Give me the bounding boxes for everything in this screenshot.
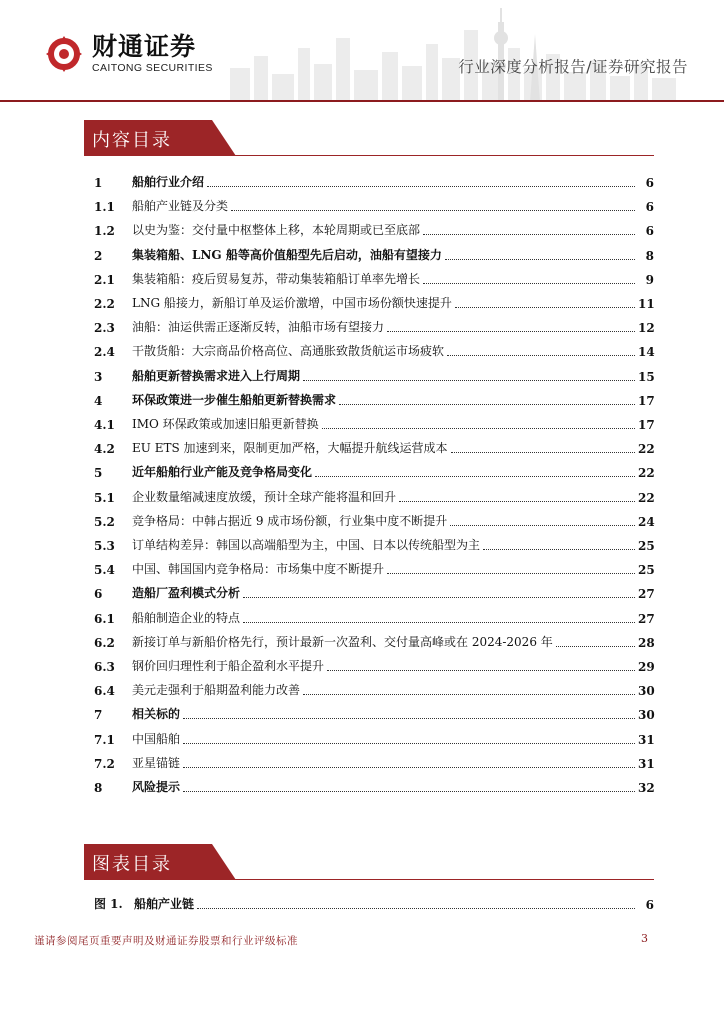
toc-entry-number: 2.3	[94, 321, 115, 336]
toc-entry[interactable]	[94, 581, 654, 601]
figure-list-heading-band	[84, 844, 654, 880]
page-number: 3	[641, 932, 648, 945]
toc-entry-leader-dots	[423, 233, 635, 235]
toc-entry-leader-dots	[243, 621, 635, 623]
toc-entry-number: 1.2	[94, 224, 115, 239]
toc-entry-leader-dots	[445, 258, 635, 260]
toc-entry-page: 11	[638, 297, 655, 311]
toc-entry-number: 1	[94, 176, 103, 190]
figure-entry-page: 6	[645, 898, 654, 912]
toc-entry-title: 集装箱船、LNG 船等高价值船型先后启动，油船有望接力	[132, 247, 442, 262]
footer-disclaimer: 谨请参阅尾页重要声明及财通证券股票和行业评级标准	[34, 935, 298, 947]
toc-entry-title: 船舶制造企业的特点	[132, 610, 241, 625]
toc-entry-leader-dots	[556, 645, 635, 647]
toc-entry-number: 6	[94, 587, 103, 602]
toc-entry-title: IMO 环保政策或加速旧船更新替换	[132, 417, 319, 431]
toc-entry-leader-dots	[455, 306, 635, 308]
toc-entry-title: 新接订单与新船价格先行，预计最新一次盈利、交付量高峰或在 2024-2026 年	[132, 634, 553, 649]
toc-entry-number: 2.1	[94, 272, 115, 287]
logo-chinese-name: 财通证券	[92, 32, 197, 61]
toc-entry-title: 中国船舶	[132, 731, 181, 746]
toc-entry-title: 船舶行业介绍	[132, 175, 205, 189]
figure-list-heading: 图表目录	[92, 854, 172, 875]
toc-entry-leader-dots	[231, 209, 635, 211]
toc-entry-number: 7.2	[94, 756, 115, 771]
toc-entry-page: 17	[638, 393, 655, 408]
toc-entry[interactable]	[94, 364, 654, 384]
toc-entry-title: 以史为鉴：交付量中枢整体上移，本轮周期或已至底部	[132, 223, 421, 238]
toc-entry-number: 8	[94, 781, 103, 795]
toc-entry-number: 6.2	[94, 635, 115, 650]
toc-entry[interactable]	[94, 436, 654, 456]
toc-entry[interactable]	[94, 630, 654, 650]
toc-entry-leader-dots	[207, 185, 635, 187]
toc-entry-page: 27	[638, 611, 655, 626]
toc-entry-page: 32	[638, 781, 655, 795]
toc-entry-number: 7.1	[94, 732, 115, 747]
toc-entry-leader-dots	[183, 766, 635, 768]
toc-heading-band	[84, 120, 654, 156]
toc-entry[interactable]	[94, 339, 654, 359]
toc-entry[interactable]	[94, 291, 654, 311]
toc-entry-page: 29	[638, 660, 655, 674]
toc-entry-title: 竞争格局：中韩占据近 9 成市场份额，行业集中度不断提升	[132, 513, 448, 528]
toc-entry-title: 企业数量缩减速度放缓，预计全球产能将温和回升	[132, 489, 397, 504]
toc-entry-number: 4.2	[94, 442, 115, 457]
toc-entry[interactable]	[94, 388, 654, 408]
toc-entry-page: 31	[638, 732, 655, 747]
toc-entry-leader-dots	[327, 669, 635, 671]
toc-entry-page: 25	[638, 539, 655, 553]
toc-entry-number: 5.4	[94, 563, 115, 578]
toc-entry[interactable]	[94, 606, 654, 626]
toc-entry[interactable]	[94, 460, 654, 480]
toc-entry-title: EU ETS 加速到来，限制更加严格，大幅提升航线运营成本	[132, 441, 448, 456]
toc-entry-title: 集装箱船：疫后贸易复苏，带动集装箱船订单率先增长	[132, 271, 421, 286]
toc-entry-page: 6	[645, 224, 654, 239]
toc-entry-page: 9	[645, 272, 654, 287]
toc-entry-leader-dots	[450, 524, 635, 526]
toc-entry-title: 相关标的	[132, 707, 181, 722]
toc-entry-page: 6	[645, 176, 654, 190]
toc-entry-page: 8	[645, 248, 654, 263]
toc-entry[interactable]	[94, 412, 654, 432]
toc-entry-leader-dots	[387, 572, 635, 574]
toc-entry-title: 环保政策进一步催生船舶更新替换需求	[132, 392, 337, 407]
toc-entry-title: 订单结构差异：韩国以高端船型为主，中国、日本以传统船型为主	[132, 538, 481, 552]
figure-entry-title: 船舶产业链	[134, 897, 195, 911]
toc-entry[interactable]	[94, 243, 654, 263]
toc-entry-leader-dots	[303, 379, 635, 381]
toc-entry[interactable]	[94, 727, 654, 747]
toc-entry-title: 中国、韩国国内竞争格局：市场集中度不断提升	[132, 562, 385, 577]
toc-entry-title: 亚星锚链	[132, 755, 181, 770]
toc-entry-title: 风险提示	[132, 780, 181, 794]
toc-entry-number: 6.1	[94, 611, 115, 626]
toc-entry-number: 5.2	[94, 514, 115, 529]
toc-entry-number: 6.3	[94, 660, 115, 674]
toc-entry-page: 31	[638, 756, 655, 771]
logo-english-name: CAITONG SECURITIES	[92, 62, 213, 74]
toc-entry-page: 6	[645, 200, 654, 215]
toc-entry-number: 2.2	[94, 297, 115, 311]
toc-entry-leader-dots	[483, 548, 635, 550]
toc-entry-leader-dots	[183, 790, 635, 792]
toc-entry-page: 30	[638, 684, 655, 699]
toc-entry[interactable]	[94, 194, 654, 214]
toc-entry-leader-dots	[183, 742, 635, 744]
toc-entry-number: 4	[94, 393, 103, 408]
toc-entry-leader-dots	[243, 596, 635, 598]
toc-entry-number: 6.4	[94, 684, 115, 699]
toc-entry-page: 22	[638, 490, 655, 505]
figure-entry[interactable]	[94, 892, 654, 912]
toc-entry-leader-dots	[339, 403, 635, 405]
toc-entry-page: 30	[638, 708, 655, 723]
toc-entry-title: 造船厂盈利模式分析	[132, 586, 241, 601]
page-header	[0, 0, 724, 104]
toc-entry-page: 22	[638, 466, 655, 481]
toc-entry[interactable]	[94, 509, 654, 529]
toc-entry-number: 5.1	[94, 490, 115, 505]
toc-entry[interactable]	[94, 485, 654, 505]
toc-entry-page: 24	[638, 514, 655, 529]
toc-entry-leader-dots	[315, 475, 635, 477]
toc-entry-page: 28	[638, 635, 655, 650]
toc-entry-title: 油船：油运供需正逐渐反转，油船市场有望接力	[132, 320, 385, 335]
toc-entry-title: LNG 船接力，新船订单及运价激增，中国市场份额快速提升	[132, 296, 452, 310]
toc-entry-leader-dots	[451, 451, 636, 453]
toc-entry-title: 船舶更新替换需求进入上行周期	[132, 368, 301, 383]
toc-entry[interactable]	[94, 654, 654, 674]
figure-entry-number: 图 1.	[94, 897, 123, 911]
report-type-title: 行业深度分析报告/证券研究报告	[458, 58, 688, 76]
toc-entry[interactable]	[94, 678, 654, 698]
company-logo	[44, 34, 213, 74]
toc-entry-leader-dots	[303, 693, 635, 695]
toc-entry-page: 22	[638, 442, 655, 457]
caitong-logo-icon	[44, 34, 84, 74]
toc-entry[interactable]	[94, 315, 654, 335]
toc-entry-page: 17	[638, 418, 655, 432]
figure-entry-leader-dots	[197, 907, 635, 909]
toc-entry-leader-dots	[399, 500, 635, 502]
toc-entry-number: 5	[94, 466, 103, 481]
toc-entry[interactable]	[94, 702, 654, 722]
toc-entry[interactable]	[94, 218, 654, 238]
toc-entry-page: 15	[638, 369, 655, 384]
toc-entry-leader-dots	[447, 354, 635, 356]
toc-entry-number: 4.1	[94, 418, 115, 432]
toc-entry-leader-dots	[183, 717, 635, 719]
toc-entry-number: 7	[94, 708, 103, 723]
toc-entry-title: 船舶产业链及分类	[132, 199, 229, 214]
toc-entry-leader-dots	[322, 427, 635, 429]
toc-entry-leader-dots	[423, 282, 635, 284]
toc-entry-number: 1.1	[94, 200, 115, 215]
toc-entry[interactable]	[94, 170, 654, 190]
toc-entry-number: 5.3	[94, 539, 115, 553]
toc-heading: 内容目录	[92, 130, 172, 151]
toc-entry-number: 3	[94, 369, 103, 384]
toc-entry-title: 干散货船：大宗商品价格高位、高通胀致散货航运市场疲软	[132, 344, 445, 359]
toc-entry[interactable]	[94, 267, 654, 287]
header-divider	[0, 100, 724, 102]
toc-entry[interactable]	[94, 775, 654, 795]
toc-entry[interactable]	[94, 557, 654, 577]
toc-entry-page: 25	[638, 563, 655, 578]
toc-entry-number: 2	[94, 248, 103, 263]
toc-entry-page: 14	[638, 345, 655, 360]
toc-entry-page: 12	[638, 321, 655, 336]
toc-entry-title: 美元走强利于船期盈利能力改善	[132, 683, 301, 698]
toc-entry[interactable]	[94, 751, 654, 771]
toc-entry[interactable]	[94, 533, 654, 553]
toc-entry-page: 27	[638, 587, 655, 602]
toc-entry-title: 近年船舶行业产能及竞争格局变化	[132, 465, 313, 480]
toc-entry-leader-dots	[387, 330, 635, 332]
toc-entry-number: 2.4	[94, 345, 115, 360]
toc-entry-title: 钢价回归理性利于船企盈利水平提升	[132, 659, 325, 673]
